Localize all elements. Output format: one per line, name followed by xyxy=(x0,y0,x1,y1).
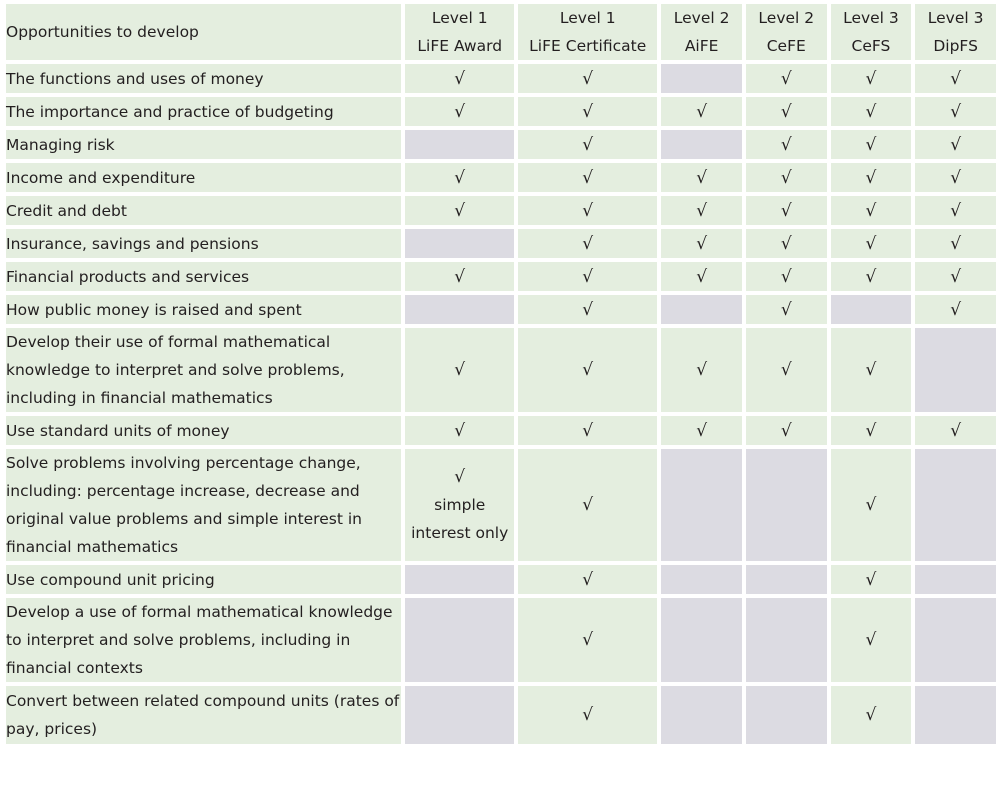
check-mark-icon: √ xyxy=(865,630,877,650)
cell-cefe xyxy=(746,64,827,93)
check-mark-icon: √ xyxy=(454,200,466,221)
check-mark-icon: √ xyxy=(950,233,962,254)
cell-life-award xyxy=(405,686,514,744)
cell-life-certificate xyxy=(518,686,657,744)
check-mark-icon: √ xyxy=(582,200,594,221)
table-row xyxy=(6,163,996,192)
cell-life-certificate xyxy=(518,416,657,445)
cell-dipfs xyxy=(915,262,996,291)
cell-cefe xyxy=(746,416,827,445)
cell-life-award xyxy=(405,598,514,682)
cell-life-award xyxy=(405,97,514,126)
check-mark-icon: √ xyxy=(865,167,877,188)
table-body xyxy=(6,64,996,744)
cell-cefe xyxy=(746,97,827,126)
check-mark-icon: √ xyxy=(780,101,792,122)
cell-cefe xyxy=(746,295,827,324)
check-mark-icon: √ xyxy=(582,360,594,380)
row-label: Solve problems involving percentage change, including: percentage increase, decrease and original value problems and simple interest in financial mathematics xyxy=(6,449,401,561)
cell-cefs xyxy=(831,565,912,594)
cell-dipfs xyxy=(915,416,996,445)
check-mark-icon: √ xyxy=(950,420,962,441)
cell-cefe xyxy=(746,686,827,744)
cell-dipfs xyxy=(915,598,996,682)
check-mark-icon: √ xyxy=(696,167,708,188)
check-mark-icon: √ xyxy=(950,167,962,188)
header-aife: Level 2 AiFE xyxy=(661,4,742,60)
row-label: Financial products and services xyxy=(6,262,401,291)
cell-life-award xyxy=(405,565,514,594)
check-mark-icon: √ xyxy=(454,167,466,188)
cell-life-certificate xyxy=(518,196,657,225)
table-row xyxy=(6,229,996,258)
cell-life-certificate xyxy=(518,598,657,682)
row-label: How public money is raised and spent xyxy=(6,295,401,324)
cell-aife xyxy=(661,229,742,258)
cell-cefe xyxy=(746,565,827,594)
cell-cefe xyxy=(746,163,827,192)
row-label: Develop their use of formal mathematical knowledge to interpret and solve problems, including in financial mathematics xyxy=(6,328,401,412)
header-cefe: Level 2 CeFE xyxy=(746,4,827,60)
cell-cefe xyxy=(746,328,827,412)
row-label: Credit and debt xyxy=(6,196,401,225)
check-mark-icon: √ xyxy=(865,495,877,515)
cell-aife xyxy=(661,262,742,291)
header-row xyxy=(6,4,996,60)
check-mark-icon: √ xyxy=(582,630,594,650)
cell-life-award xyxy=(405,295,514,324)
check-mark-icon: √ xyxy=(950,266,962,287)
check-mark-icon: √ xyxy=(582,705,594,725)
cell-cefs xyxy=(831,416,912,445)
cell-aife xyxy=(661,598,742,682)
cell-life-award xyxy=(405,262,514,291)
table-row xyxy=(6,686,996,744)
cell-life-certificate xyxy=(518,295,657,324)
cell-cefs xyxy=(831,196,912,225)
row-label: Insurance, savings and pensions xyxy=(6,229,401,258)
cell-aife xyxy=(661,328,742,412)
cell-life-award xyxy=(405,416,514,445)
check-mark-icon: √ xyxy=(582,68,594,89)
check-mark-icon: √ xyxy=(780,266,792,287)
cell-cefe xyxy=(746,196,827,225)
check-mark-icon: √ xyxy=(780,360,792,380)
cell-cefs xyxy=(831,295,912,324)
cell-life-award xyxy=(405,196,514,225)
row-label: Managing risk xyxy=(6,130,401,159)
cell-dipfs xyxy=(915,163,996,192)
check-mark-icon: √ xyxy=(696,233,708,254)
check-mark-icon: √ xyxy=(454,266,466,287)
cell-life-certificate xyxy=(518,565,657,594)
cell-dipfs xyxy=(915,295,996,324)
check-mark-icon: √ xyxy=(865,134,877,155)
header-life-award: Level 1 LiFE Award xyxy=(405,4,514,60)
cell-aife xyxy=(661,416,742,445)
check-mark-icon: √ xyxy=(865,569,877,590)
cell-aife xyxy=(661,449,742,561)
check-mark-icon: √ xyxy=(582,569,594,590)
cell-cefs xyxy=(831,262,912,291)
cell-aife xyxy=(661,97,742,126)
cell-cefe xyxy=(746,598,827,682)
table-row xyxy=(6,97,996,126)
cell-cefs xyxy=(831,328,912,412)
check-mark-icon: √ xyxy=(865,233,877,254)
cell-cefs xyxy=(831,686,912,744)
cell-cefe xyxy=(746,449,827,561)
check-mark-icon: √ xyxy=(582,101,594,122)
cell-dipfs xyxy=(915,686,996,744)
cell-cefs xyxy=(831,449,912,561)
cell-aife xyxy=(661,686,742,744)
check-mark-icon: √ xyxy=(582,233,594,254)
cell-life-award xyxy=(405,229,514,258)
qualification-coverage-table xyxy=(2,0,1000,748)
check-mark-icon: √ xyxy=(582,266,594,287)
cell-aife xyxy=(661,130,742,159)
cell-aife xyxy=(661,565,742,594)
cell-dipfs xyxy=(915,328,996,412)
cell-life-certificate xyxy=(518,449,657,561)
table-row xyxy=(6,449,996,561)
cell-dipfs xyxy=(915,229,996,258)
cell-dipfs xyxy=(915,97,996,126)
check-mark-icon: √ xyxy=(696,101,708,122)
check-mark-icon: √ xyxy=(582,167,594,188)
row-label: The importance and practice of budgeting xyxy=(6,97,401,126)
cell-aife xyxy=(661,196,742,225)
table-row xyxy=(6,295,996,324)
table-row xyxy=(6,196,996,225)
row-label: Income and expenditure xyxy=(6,163,401,192)
cell-note: simple interest only xyxy=(411,496,509,542)
check-mark-icon: √ xyxy=(780,233,792,254)
row-label: Develop a use of formal mathematical knowledge to interpret and solve problems, including in financial contexts xyxy=(6,598,401,682)
check-mark-icon: √ xyxy=(950,101,962,122)
check-mark-icon: √ xyxy=(582,299,594,320)
cell-dipfs xyxy=(915,130,996,159)
cell-life-award xyxy=(405,449,514,561)
check-mark-icon: √ xyxy=(780,200,792,221)
cell-cefe xyxy=(746,262,827,291)
cell-cefs xyxy=(831,97,912,126)
check-mark-icon: √ xyxy=(454,420,466,441)
cell-life-award xyxy=(405,163,514,192)
cell-cefs xyxy=(831,64,912,93)
cell-aife xyxy=(661,295,742,324)
check-mark-icon: √ xyxy=(454,101,466,122)
check-mark-icon: √ xyxy=(950,68,962,89)
row-label: Use compound unit pricing xyxy=(6,565,401,594)
row-label: The functions and uses of money xyxy=(6,64,401,93)
cell-life-certificate xyxy=(518,328,657,412)
row-label: Convert between related compound units (rates of pay, prices) xyxy=(6,686,401,744)
cell-aife xyxy=(661,163,742,192)
cell-life-certificate xyxy=(518,64,657,93)
header-dipfs: Level 3 DipFS xyxy=(915,4,996,60)
cell-life-certificate xyxy=(518,262,657,291)
check-mark-icon: √ xyxy=(454,467,466,487)
cell-life-certificate xyxy=(518,163,657,192)
check-mark-icon: √ xyxy=(454,68,466,89)
table-row xyxy=(6,598,996,682)
cell-cefs xyxy=(831,598,912,682)
table-row xyxy=(6,328,996,412)
cell-dipfs xyxy=(915,196,996,225)
check-mark-icon: √ xyxy=(696,360,708,380)
cell-cefe xyxy=(746,130,827,159)
header-life-certificate: Level 1 LiFE Certificate xyxy=(518,4,657,60)
table-row xyxy=(6,416,996,445)
cell-cefs xyxy=(831,163,912,192)
check-mark-icon: √ xyxy=(865,705,877,725)
check-mark-icon: √ xyxy=(865,420,877,441)
check-mark-icon: √ xyxy=(865,360,877,380)
cell-life-certificate xyxy=(518,229,657,258)
cell-life-award xyxy=(405,130,514,159)
check-mark-icon: √ xyxy=(950,134,962,155)
cell-life-award xyxy=(405,64,514,93)
header-cefs: Level 3 CeFS xyxy=(831,4,912,60)
check-mark-icon: √ xyxy=(582,134,594,155)
check-mark-icon: √ xyxy=(696,266,708,287)
cell-cefe xyxy=(746,229,827,258)
check-mark-icon: √ xyxy=(780,167,792,188)
check-mark-icon: √ xyxy=(780,68,792,89)
check-mark-icon: √ xyxy=(696,200,708,221)
check-mark-icon: √ xyxy=(950,200,962,221)
table-row xyxy=(6,565,996,594)
table-row xyxy=(6,130,996,159)
table-row xyxy=(6,262,996,291)
check-mark-icon: √ xyxy=(780,299,792,320)
table-row xyxy=(6,64,996,93)
cell-cefs xyxy=(831,130,912,159)
cell-dipfs xyxy=(915,64,996,93)
check-mark-icon: √ xyxy=(582,495,594,515)
check-mark-icon: √ xyxy=(582,420,594,441)
cell-cefs xyxy=(831,229,912,258)
check-mark-icon: √ xyxy=(950,299,962,320)
check-mark-icon: √ xyxy=(780,134,792,155)
check-mark-icon: √ xyxy=(865,68,877,89)
header-label: Opportunities to develop xyxy=(6,4,401,60)
cell-life-certificate xyxy=(518,130,657,159)
check-mark-icon: √ xyxy=(780,420,792,441)
check-mark-icon: √ xyxy=(696,420,708,441)
check-mark-icon: √ xyxy=(454,360,466,380)
cell-life-certificate xyxy=(518,97,657,126)
row-label: Use standard units of money xyxy=(6,416,401,445)
check-mark-icon: √ xyxy=(865,266,877,287)
cell-dipfs xyxy=(915,449,996,561)
cell-life-award xyxy=(405,328,514,412)
check-mark-icon: √ xyxy=(865,200,877,221)
cell-dipfs xyxy=(915,565,996,594)
cell-aife xyxy=(661,64,742,93)
check-mark-icon: √ xyxy=(865,101,877,122)
